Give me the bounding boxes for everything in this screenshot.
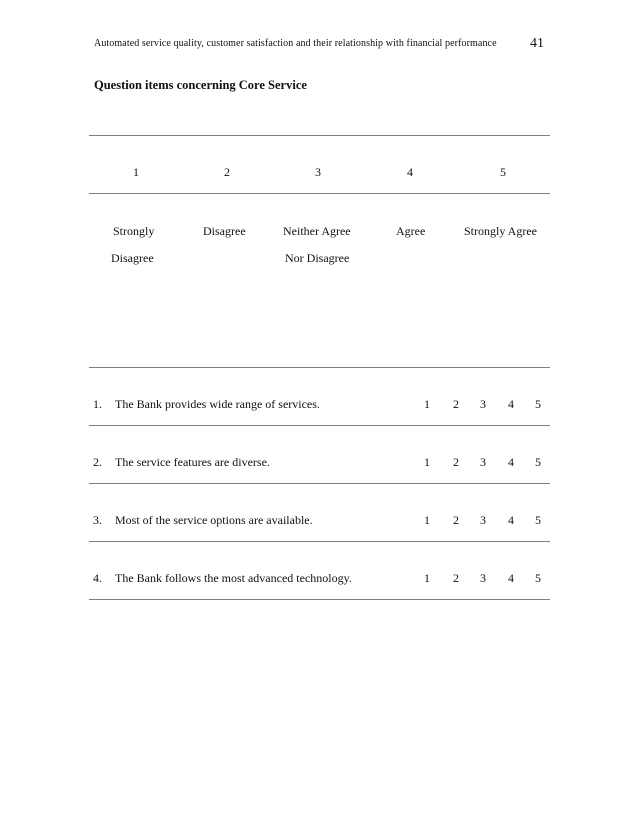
page-number: 41 <box>530 36 544 51</box>
scale-number-5: 5 <box>500 165 506 179</box>
label-disagree: Disagree <box>203 224 246 238</box>
scale-number-3: 3 <box>315 165 321 179</box>
label-strongly-disagree-line1: Strongly <box>113 224 155 238</box>
option-4[interactable]: 4 <box>508 571 514 585</box>
header-title: Automated service quality, customer satisfaction and their relationship with financial performance <box>94 38 497 49</box>
option-3[interactable]: 3 <box>480 513 486 527</box>
option-1[interactable]: 1 <box>424 397 430 411</box>
option-1[interactable]: 1 <box>424 455 430 469</box>
option-5[interactable]: 5 <box>535 513 541 527</box>
option-3[interactable]: 3 <box>480 571 486 585</box>
question-number: 3. <box>93 513 102 527</box>
section-title: Question items concerning Core Service <box>94 78 307 92</box>
option-4[interactable]: 4 <box>508 397 514 411</box>
option-1[interactable]: 1 <box>424 513 430 527</box>
divider <box>89 193 550 194</box>
option-2[interactable]: 2 <box>453 571 459 585</box>
option-3[interactable]: 3 <box>480 397 486 411</box>
option-5[interactable]: 5 <box>535 571 541 585</box>
divider <box>89 425 550 426</box>
label-strongly-disagree-line2: Disagree <box>111 251 154 265</box>
divider <box>89 483 550 484</box>
option-2[interactable]: 2 <box>453 513 459 527</box>
label-agree: Agree <box>396 224 426 238</box>
label-strongly-agree: Strongly Agree <box>464 224 537 238</box>
option-5[interactable]: 5 <box>535 455 541 469</box>
question-number: 1. <box>93 397 102 411</box>
label-neither-line2: Nor Disagree <box>285 251 350 265</box>
divider <box>89 367 550 368</box>
scale-number-4: 4 <box>407 165 413 179</box>
question-text: The Bank provides wide range of services. <box>115 397 320 411</box>
label-neither-line1: Neither Agree <box>283 224 351 238</box>
scale-number-1: 1 <box>133 165 139 179</box>
question-text: The Bank follows the most advanced technology. <box>115 571 352 585</box>
question-number: 2. <box>93 455 102 469</box>
divider <box>89 541 550 542</box>
divider <box>89 599 550 600</box>
option-2[interactable]: 2 <box>453 397 459 411</box>
option-3[interactable]: 3 <box>480 455 486 469</box>
question-text: The service features are diverse. <box>115 455 270 469</box>
divider <box>89 135 550 136</box>
question-text: Most of the service options are available. <box>115 513 313 527</box>
option-4[interactable]: 4 <box>508 455 514 469</box>
option-1[interactable]: 1 <box>424 571 430 585</box>
option-2[interactable]: 2 <box>453 455 459 469</box>
scale-number-2: 2 <box>224 165 230 179</box>
question-number: 4. <box>93 571 102 585</box>
option-4[interactable]: 4 <box>508 513 514 527</box>
option-5[interactable]: 5 <box>535 397 541 411</box>
